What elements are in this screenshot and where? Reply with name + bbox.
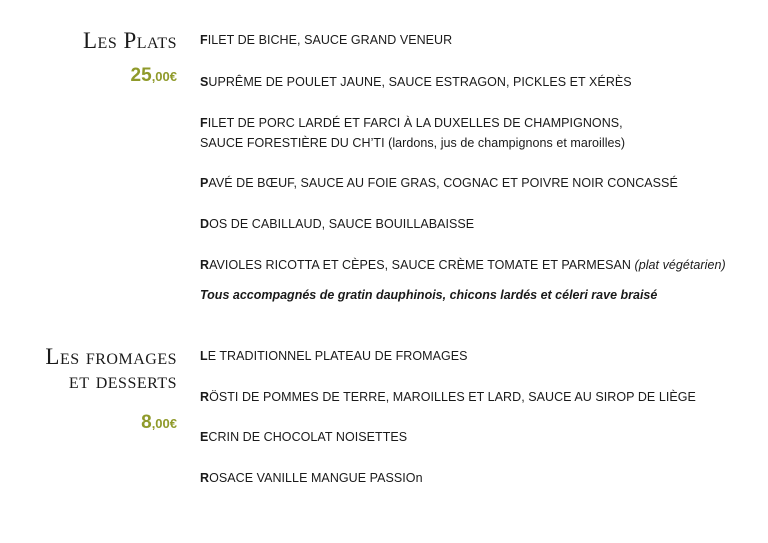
section-heading-fromages [45, 345, 177, 393]
heading-line2: et desserts [68, 368, 177, 393]
item-initial: F [200, 116, 208, 130]
item-initial: S [200, 75, 209, 89]
price-main: 8 [141, 412, 152, 433]
item-initial: F [200, 33, 208, 47]
item-text: OSACE VANILLE MANGUE PASSIOn [209, 471, 423, 485]
item-initial: D [200, 217, 210, 231]
item-initial: R [200, 471, 210, 485]
menu-item [200, 255, 726, 275]
item-initial: E [200, 430, 209, 444]
menu-item [200, 214, 474, 234]
side-dishes-note: Tous accompagnés de gratin dauphinois, chicons lardés et céleri rave braisé [200, 288, 658, 302]
menu-item [200, 30, 452, 50]
item-initial: L [200, 349, 208, 363]
menu-item [200, 346, 468, 366]
price-cents: ,00€ [151, 69, 177, 84]
menu-item [200, 113, 625, 153]
item-text: UPRÊME DE POULET JAUNE, SAUCE ESTRAGON, PICKLES ET XÉRÈS [208, 75, 632, 89]
item-initial: R [200, 258, 210, 272]
item-text: CRIN DE CHOCOLAT NOISETTES [208, 430, 408, 444]
heading-line1: Les fromages [45, 344, 177, 369]
item-initial: R [200, 390, 210, 404]
menu-item [200, 387, 696, 407]
price-main: 25 [130, 65, 152, 86]
menu-item [200, 468, 423, 488]
section-heading-plats: Les Plats [83, 28, 177, 53]
item-vegetarian-note: (plat végétarien) [634, 258, 726, 272]
menu-item [200, 173, 678, 193]
item-initial: P [200, 176, 209, 190]
price-plats [131, 66, 177, 87]
item-text: ILET DE PORC LARDÉ ET FARCI À LA DUXELLES DE CHAMPIGNONS, [207, 116, 623, 130]
item-text: ILET DE BICHE, SAUCE GRAND VENEUR [207, 33, 453, 47]
item-text: ÖSTI DE POMMES DE TERRE, MAROILLES ET LARD, SAUCE AU SIROP DE LIÈGE [209, 390, 696, 404]
item-text: OS DE CABILLAUD, SAUCE BOUILLABAISSE [209, 217, 475, 231]
menu-item [200, 72, 632, 92]
item-text-line2: SAUCE FORESTIÈRE DU CH’TI (lardons, jus de champignons et maroilles) [200, 136, 626, 150]
item-text: AVIOLES RICOTTA ET CÈPES, SAUCE CRÈME TOMATE ET PARMESAN [209, 258, 635, 272]
price-cents: ,00€ [151, 416, 177, 431]
item-text: E TRADITIONNEL PLATEAU DE FROMAGES [207, 349, 468, 363]
item-text: AVÉ DE BŒUF, SAUCE AU FOIE GRAS, COGNAC ET POIVRE NOIR CONCASSÉ [208, 176, 678, 190]
menu-item [200, 427, 407, 447]
price-fromages [141, 413, 177, 434]
